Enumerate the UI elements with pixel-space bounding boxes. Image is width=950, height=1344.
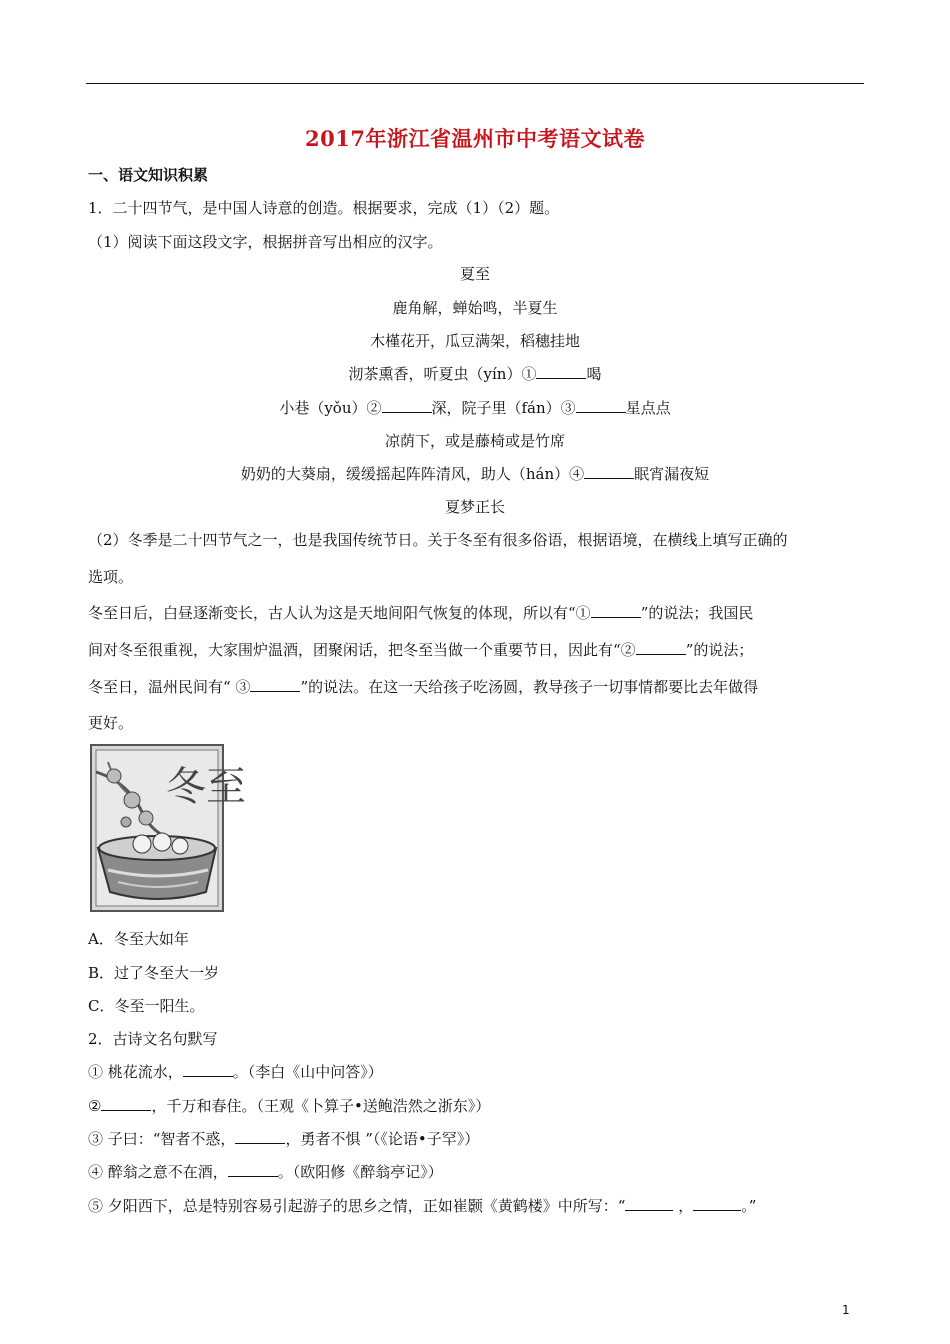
fill-blank-winter-3[interactable]	[250, 677, 300, 692]
question-2-stem: 2．古诗文名句默写	[88, 1030, 218, 1048]
para-text: 冬至日，温州民间有“ ③	[88, 678, 251, 696]
poem-line: 凉荫下，或是藤椅或是竹席	[384, 432, 565, 450]
option-c: C．冬至一阳生。	[88, 997, 205, 1015]
poem-line: 夏梦正长	[444, 498, 505, 516]
page-number: 1	[842, 1303, 850, 1317]
option-b: B．过了冬至大一岁	[88, 964, 220, 982]
header-rule	[86, 83, 864, 84]
recitation-item-1	[88, 1061, 383, 1082]
poem-text: 眠宵漏夜短	[634, 465, 710, 483]
fill-blank-poem-2[interactable]	[101, 1096, 151, 1111]
fill-blank-poem-5a[interactable]	[625, 1196, 673, 1211]
item-text: ③ 子曰：“智者不惑，	[88, 1130, 236, 1148]
fill-blank-3[interactable]	[576, 398, 626, 413]
context-paragraph-line: 更好。	[88, 714, 134, 732]
page-title: 2017年浙江省温州市中考语文试卷	[305, 126, 645, 151]
poem-text: 沏茶熏香，听夏虫（yín）①	[348, 365, 537, 383]
item-text: ，	[673, 1197, 694, 1215]
item-text: ，勇者不惧 ”（《论语•子罕》）	[285, 1130, 480, 1148]
poem-text: 喝	[586, 365, 602, 383]
poem-text: 小巷（yǒu）②	[279, 399, 382, 417]
item-text: ，千万和春住。（王观《卜算子•送鲍浩然之浙东》）	[151, 1097, 491, 1115]
fill-blank-winter-1[interactable]	[591, 603, 641, 618]
poem-line: 鹿角解，蝉始鸣，半夏生	[392, 299, 558, 317]
fill-blank-poem-3[interactable]	[235, 1129, 285, 1144]
fill-blank-4[interactable]	[584, 464, 634, 479]
option-a: A．冬至大如年	[88, 930, 189, 948]
question-1-stem: 1．二十四节气，是中国人诗意的创造。根据要求，完成（1）（2）题。	[88, 199, 560, 217]
winter-solstice-illustration	[88, 742, 246, 914]
fill-blank-poem-4[interactable]	[228, 1162, 278, 1177]
section-heading: 一、语文知识积累	[88, 166, 209, 184]
para-text: 间对冬至很重视，大家围炉温酒，团聚闲话，把冬至当做一个重要节日，因此有“②	[88, 641, 636, 659]
illustration-char-1: 冬至	[166, 764, 246, 810]
question-1-sub1-instruction: （1）阅读下面这段文字，根据拼音写出相应的汉字。	[88, 233, 443, 251]
recitation-item-3	[88, 1128, 479, 1149]
para-text: 冬至日后，白昼逐渐变长，古人认为这是天地间阳气恢复的体现，所以有“①	[88, 604, 591, 622]
poem-line	[0, 463, 950, 484]
item-text: 。”	[741, 1197, 757, 1215]
recitation-item-2	[88, 1095, 490, 1116]
context-paragraph-line	[88, 676, 758, 697]
fill-blank-poem-5b[interactable]	[693, 1196, 741, 1211]
fill-blank-1[interactable]	[536, 364, 586, 379]
item-text: 。（欧阳修《醉翁亭记》）	[277, 1163, 443, 1181]
fill-blank-poem-1[interactable]	[183, 1062, 233, 1077]
item-text: ⑤ 夕阳西下，总是特别容易引起游子的思乡之情，正如崔颢《黄鹤楼》中所写：“	[88, 1197, 626, 1215]
para-text: ”的说法；我国民	[640, 604, 754, 622]
fill-blank-winter-2[interactable]	[636, 640, 686, 655]
fill-blank-2[interactable]	[382, 398, 432, 413]
poem-line	[0, 363, 950, 384]
item-text: ④ 醉翁之意不在酒，	[88, 1163, 228, 1181]
question-1-sub2-stem-cont: 选项。	[88, 568, 134, 586]
item-text: ① 桃花流水，	[88, 1063, 183, 1081]
recitation-item-4	[88, 1161, 443, 1182]
poem-text: 奶奶的大葵扇，缓缓摇起阵阵清风，助人（hán）④	[240, 465, 585, 483]
recitation-item-5	[88, 1195, 756, 1216]
item-text: ②	[88, 1097, 102, 1115]
poem-text: 深，院子里（fán）③	[431, 399, 576, 417]
context-paragraph-line	[88, 602, 753, 623]
poem-text: 星点点	[625, 399, 671, 417]
para-text: ”的说法；	[685, 641, 754, 659]
poem-line: 木槿花开，瓜豆满架，稻穗挂地	[369, 332, 580, 350]
context-paragraph-line	[88, 639, 753, 660]
poem-title: 夏至	[459, 265, 490, 283]
para-text: ”的说法。在这一天给孩子吃汤圆，教导孩子一切事情都要比去年做得	[300, 678, 759, 696]
item-text: 。（李白《山中问答》）	[232, 1063, 383, 1081]
question-1-sub2-stem: （2）冬季是二十四节气之一，也是我国传统节日。关于冬至有很多俗语，根据语境，在横线上填写正确的	[88, 531, 788, 549]
poem-line	[0, 397, 950, 418]
